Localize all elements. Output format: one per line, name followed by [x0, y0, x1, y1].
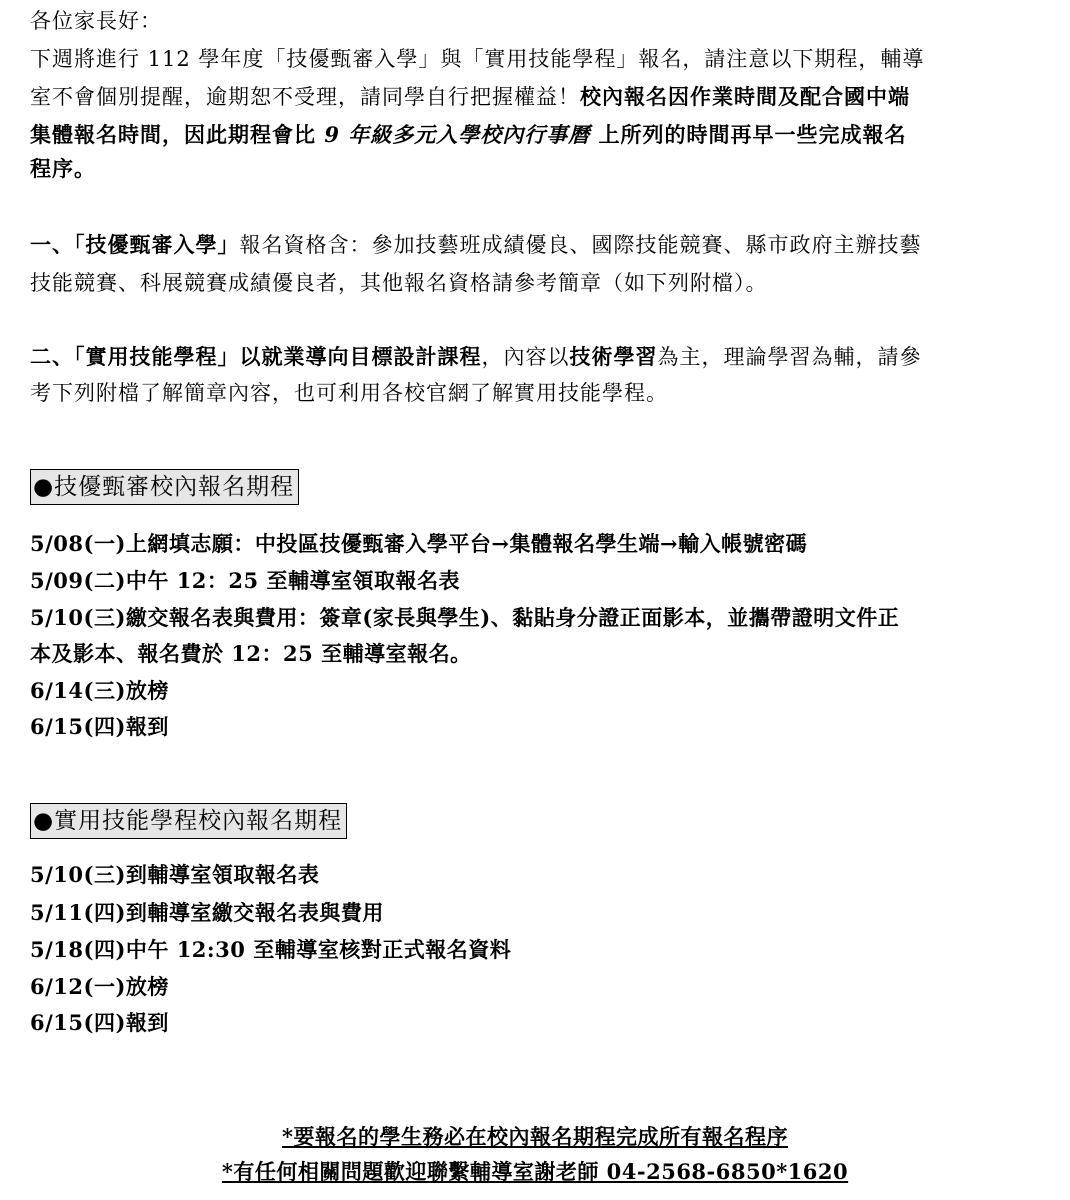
schedule2-item: 6/15(四)報到	[30, 1010, 169, 1035]
intro-line-3-b: 上所列的時間再早一些完成報名	[590, 122, 907, 147]
schedule1-item: 6/15(四)報到	[30, 714, 169, 739]
schedule2-item: 5/18(四)中午 12:30 至輔導室核對正式報名資料	[30, 937, 512, 962]
schedule2-heading: ●實用技能學程校內報名期程	[30, 803, 347, 839]
schedule2-item: 5/11(四)到輔導室繳交報名表與費用	[30, 900, 384, 925]
intro-line-4: 程序。	[30, 156, 96, 181]
intro-line-2-emphasis: 校內報名因作業時間及配合國中端	[580, 84, 910, 109]
section1-line-2: 技能競賽、科展競賽成績優良者，其他報名資格請參考簡章（如下列附檔）。	[30, 271, 768, 295]
schedule2-item: 5/10(三)到輔導室領取報名表	[30, 862, 320, 887]
intro-line-3-a: 集體報名時間，因此期程會比	[30, 122, 325, 147]
schedule2-item: 6/12(一)放榜	[30, 974, 169, 999]
section1-text: 報名資格含：參加技藝班成績優良、國際技能競賽、縣市政府主辦技藝	[239, 233, 922, 257]
intro-line-3	[30, 118, 1040, 152]
section1-prefix: 一、	[30, 232, 74, 257]
footer-note-registration: *要報名的學生務必在校內報名期程完成所有報名程序	[282, 1124, 788, 1149]
footer-note-contact: *有任何相關問題歡迎聯繫輔導室謝老師 04-2568-6850*1620	[221, 1159, 849, 1184]
schedule1-item: 5/08(一)上網填志願：中投區技優甄審入學平台→集體報名學生端→輸入帳號密碼	[30, 531, 808, 556]
calendar-reference: 9 年級多元入學校內行事曆	[324, 122, 591, 147]
intro-line-2	[30, 80, 1040, 114]
schedule1-item: 5/09(二)中午 12：25 至輔導室領取報名表	[30, 568, 460, 593]
schedule1-item: 6/14(三)放榜	[30, 678, 169, 703]
section2-title: 「實用技能學程」以就業導向目標設計課程	[74, 344, 482, 369]
section2-prefix: 二、	[30, 344, 74, 369]
schedule1-item: 5/10(三)繳交報名表與費用：簽章(家長與學生)、黏貼身分證正面影本，並攜帶證明文件正	[30, 605, 900, 630]
section2-line-2: 考下列附檔了解簡章內容，也可利用各校官網了解實用技能學程。	[30, 381, 668, 405]
section1-title: 「技優甄審入學」	[74, 232, 240, 257]
greeting: 各位家長好：	[30, 9, 162, 33]
section2-line-1	[30, 340, 1040, 374]
schedule1-item: 本及影本、報名費於 12：25 至輔導室報名。	[30, 641, 472, 666]
intro-line-1: 下週將進行 112 學年度「技優甄審入學」與「實用技能學程」報名，請注意以下期程，輔導	[30, 47, 925, 71]
section2-mid: ，內容以	[481, 345, 570, 369]
section1-line-1	[30, 228, 1040, 262]
section2-text: 為主，理論學習為輔，請參	[657, 345, 922, 369]
section2-emphasis: 技術學習	[569, 344, 658, 369]
intro-line-2-text: 室不會個別提醒，逾期恕不受理，請同學自行把握權益！	[30, 85, 580, 109]
schedule1-heading: ●技優甄審校內報名期程	[30, 469, 299, 505]
